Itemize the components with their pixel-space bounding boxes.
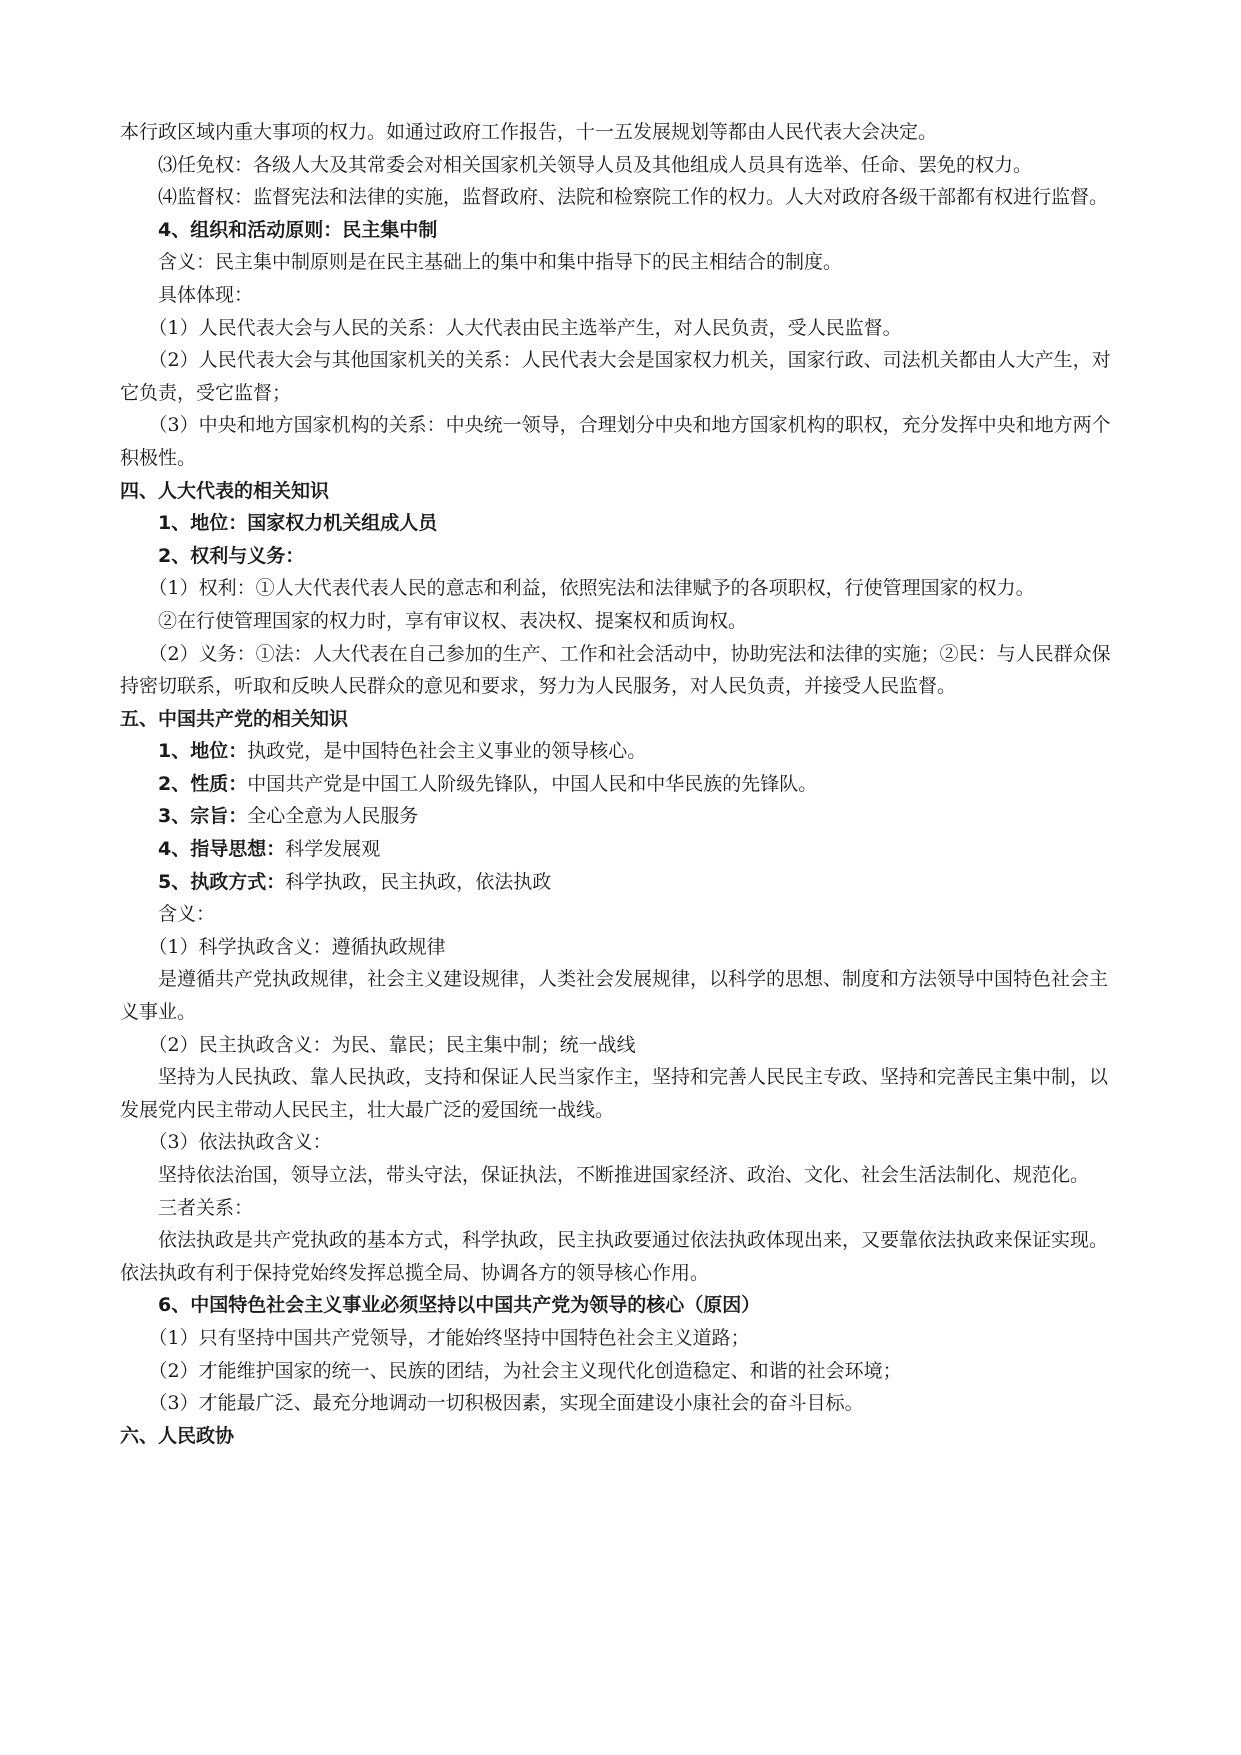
paragraph: （1）权利：①人大代表代表人民的意志和利益，依照宪法和法律赋予的各项职权，行使管理国家的权力。 (148, 577, 1035, 600)
labeled-paragraph (120, 833, 1120, 866)
paragraph: （1）只有坚持中国共产党领导，才能始终坚持中国特色社会主义道路； (148, 1326, 750, 1349)
paragraph: （3）依法执政含义： (148, 1131, 332, 1154)
labeled-paragraph (120, 768, 1120, 801)
paragraph: 是遵循共产党执政规律，社会主义建设规律，人类社会发展规律，以科学的思想、制度和方法领导中国特色社会主义事业。 (120, 968, 1109, 1024)
paragraph: 具体体现： (158, 283, 254, 306)
paragraph: 坚持依法治国，领导立法，带头守法，保证执法，不断推进国家经济、政治、文化、社会生活法制化、规范化。 (158, 1164, 1090, 1186)
paragraph-label: 2、性质： (158, 772, 248, 795)
paragraph: （1）人民代表大会与人民的关系：人大代表由民主选举产生，对人民负责，受人民监督。 (148, 316, 902, 339)
paragraph: 含义： (158, 903, 216, 926)
subheading: 1、地位：国家权力机关组成人员 (158, 512, 438, 535)
labeled-paragraph (120, 800, 1120, 833)
paragraph: （3）才能最广泛、最充分地调动一切积极因素，实现全面建设小康社会的奋斗目标。 (148, 1392, 864, 1415)
paragraph: 三者关系： (158, 1196, 254, 1219)
section-heading: 四、人大代表的相关知识 (120, 479, 330, 502)
paragraph: （2）才能维护国家的统一、民族的团结，为社会主义现代化创造稳定、和谐的社会环境； (148, 1359, 902, 1382)
section-heading: 六、人民政协 (120, 1424, 235, 1447)
labeled-paragraph (120, 735, 1120, 768)
paragraph-label: 5、执政方式： (158, 870, 286, 893)
paragraph: （2）民主执政含义：为民、靠民；民主集中制；统一战线 (148, 1033, 636, 1056)
paragraph-label: 4、指导思想： (158, 838, 286, 861)
labeled-paragraph (120, 866, 1120, 899)
paragraph: （1）科学执政含义：遵循执政规律 (148, 935, 446, 958)
subheading: 4、组织和活动原则：民主集中制 (158, 218, 438, 241)
document-body (120, 116, 1120, 1452)
paragraph: 本行政区域内重大事项的权力。如通过政府工作报告，十一五发展规划等都由人民代表大会决定。 (120, 121, 938, 143)
paragraph-label: 3、宗旨： (158, 805, 248, 828)
paragraph: （2）人民代表大会与其他国家机关的关系：人民代表大会是国家权力机关，国家行政、司法机关都由人大产生，对它负责，受它监督； (120, 349, 1111, 404)
paragraph: 含义：民主集中制原则是在民主基础上的集中和集中指导下的民主相结合的制度。 (158, 251, 843, 274)
subheading: 6、中国特色社会主义事业必须坚持以中国共产党为领导的核心（原因） (158, 1294, 761, 1317)
paragraph-label: 1、地位： (158, 740, 248, 763)
paragraph: 坚持为人民执政、靠人民执政，支持和保证人民当家作主，坚持和完善人民民主专政、坚持和完善民主集中制，以发展党内民主带动人民民主，壮大最广泛的爱国统一战线。 (120, 1066, 1109, 1121)
paragraph: ②在行使管理国家的权力时，享有审议权、表决权、提案权和质询权。 (158, 609, 748, 632)
section-heading: 五、中国共产党的相关知识 (120, 707, 349, 730)
paragraph-text: 全心全意为人民服务 (247, 805, 419, 828)
paragraph: （2）义务：①法：人大代表在自己参加的生产、工作和社会活动中，协助宪法和法律的实施；②民：与人民群众保持密切联系，听取和反映人民群众的意见和要求，努力为人民服务，对人民负责，并接受人民监督。 (120, 642, 1111, 698)
paragraph: （3）中央和地方国家机构的关系：中央统一领导，合理划分中央和地方国家机构的职权，充分发挥中央和地方两个积极性。 (120, 414, 1111, 469)
paragraph-text: 执政党，是中国特色社会主义事业的领导核心。 (247, 740, 647, 763)
paragraph: ⑶任免权：各级人大及其常委会对相关国家机关领导人员及其他组成人员具有选举、任命、罢免的权力。 (158, 153, 1033, 176)
paragraph: 依法执政是共产党执政的基本方式，科学执政，民主执政要通过依法执政体现出来，又要靠依法执政来保证实现。依法执政有利于保持党始终发挥总揽全局、协调各方的领导核心作用。 (120, 1229, 1109, 1284)
paragraph-text: 科学发展观 (285, 838, 381, 861)
paragraph: ⑷监督权：监督宪法和法律的实施，监督政府、法院和检察院工作的权力。人大对政府各级干部都有权进行监督。 (158, 186, 1109, 209)
paragraph-text: 科学执政，民主执政，依法执政 (285, 870, 552, 893)
subheading: 2、权利与义务： (158, 544, 305, 567)
paragraph-text: 中国共产党是中国工人阶级先锋队，中国人民和中华民族的先锋队。 (247, 772, 818, 795)
